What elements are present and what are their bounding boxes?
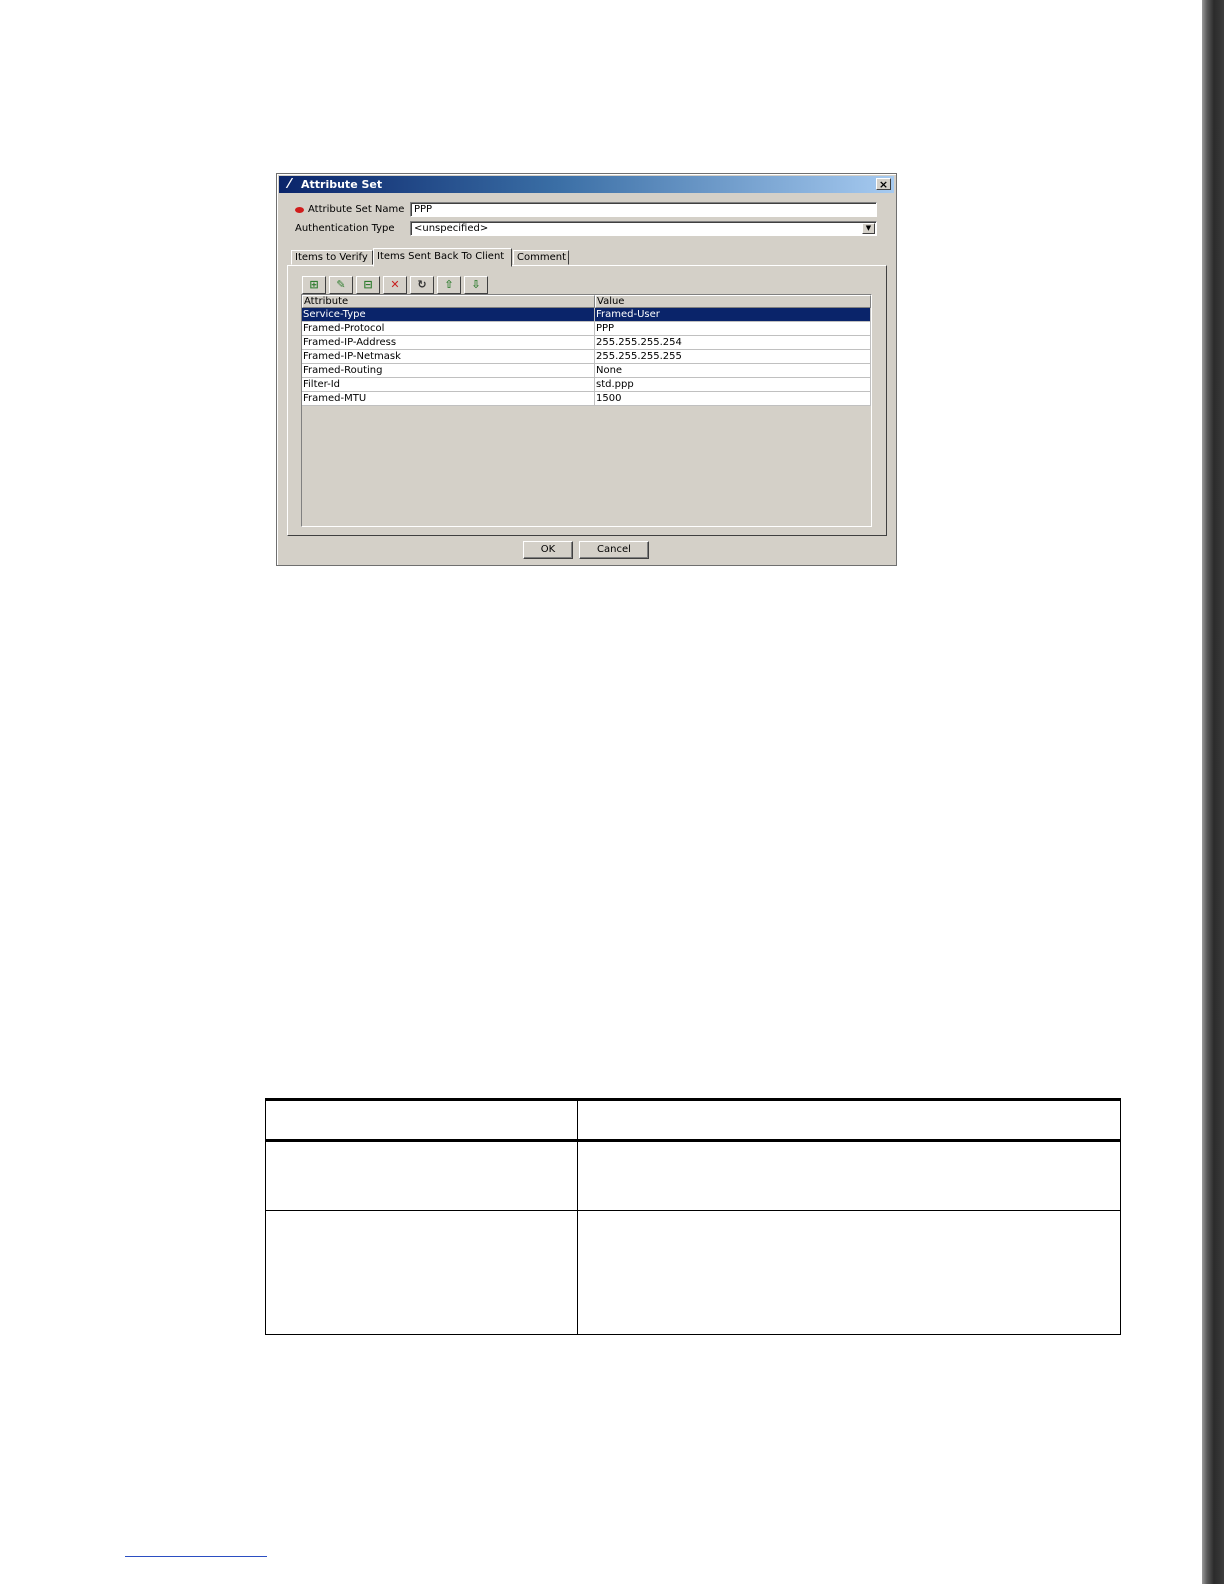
table-row[interactable] — [302, 350, 871, 364]
attribute-cell: Framed-MTU — [302, 392, 595, 406]
column-header-attribute[interactable]: Attribute — [302, 295, 595, 308]
attribute-cell: Framed-Protocol — [302, 322, 595, 336]
value-cell: 255.255.255.254 — [595, 336, 871, 350]
footnote-rule — [125, 1556, 267, 1557]
table-top-rule — [265, 1098, 1121, 1101]
attribute-set-dialog — [276, 173, 897, 566]
remove-icon: ⊟ — [363, 278, 373, 291]
value-cell: std.ppp — [595, 378, 871, 392]
table-row[interactable] — [302, 364, 871, 378]
ok-button[interactable]: OK — [523, 541, 573, 559]
attribute-cell: Framed-Routing — [302, 364, 595, 378]
move-down-icon: ⇩ — [471, 278, 481, 291]
value-cell: 255.255.255.255 — [595, 350, 871, 364]
table-header-rule — [265, 1139, 1121, 1142]
attribute-cell: Framed-IP-Address — [302, 336, 595, 350]
attribute-cell: Filter-Id — [302, 378, 595, 392]
app-logo-icon: ⁄ — [288, 177, 291, 192]
dialog-titlebar[interactable] — [279, 176, 894, 193]
edit-icon: ✎ — [336, 278, 346, 291]
table-row[interactable] — [302, 392, 871, 406]
close-button[interactable] — [876, 178, 891, 190]
authentication-type-value: <unspecified> — [414, 223, 489, 234]
document-table — [265, 1098, 1121, 1335]
value-cell: Framed-User — [595, 308, 871, 322]
authentication-type-label: Authentication Type — [295, 223, 395, 234]
attribute-set-name-field[interactable]: PPP — [410, 202, 877, 217]
delete-button[interactable] — [383, 276, 407, 294]
table-row-divider — [265, 1210, 1121, 1211]
tab-items-sent-back-to-client[interactable]: Items Sent Back To Client — [373, 248, 512, 267]
move-down-button[interactable] — [464, 276, 488, 294]
edit-button[interactable] — [329, 276, 353, 294]
value-cell: None — [595, 364, 871, 378]
tab-items-to-verify[interactable]: Items to Verify — [291, 250, 373, 265]
attribute-set-name-label: Attribute Set Name — [308, 204, 405, 215]
tab-comment[interactable]: Comment — [513, 250, 569, 265]
chevron-down-icon[interactable]: ▼ — [862, 223, 875, 234]
move-up-icon: ⇧ — [444, 278, 454, 291]
table-header — [302, 295, 871, 308]
table-row[interactable] — [302, 308, 871, 322]
attribute-cell: Framed-IP-Netmask — [302, 350, 595, 364]
table-bottom-rule — [265, 1334, 1121, 1335]
table-row[interactable] — [302, 322, 871, 336]
cancel-button[interactable]: Cancel — [579, 541, 649, 559]
attribute-table — [301, 294, 872, 527]
add-button[interactable] — [302, 276, 326, 294]
remove-button[interactable] — [356, 276, 380, 294]
table-row[interactable] — [302, 378, 871, 392]
page-edge-bar — [1202, 0, 1224, 1584]
close-icon: × — [878, 178, 889, 191]
move-up-button[interactable] — [437, 276, 461, 294]
dialog-title: Attribute Set — [301, 178, 383, 191]
table-column-divider — [577, 1098, 578, 1335]
authentication-type-select[interactable] — [410, 221, 877, 236]
column-header-value[interactable]: Value — [595, 295, 871, 308]
delete-icon: ✕ — [390, 278, 400, 291]
required-marker-icon — [295, 207, 304, 213]
add-icon: ⊞ — [309, 278, 319, 291]
table-left-border — [265, 1098, 266, 1335]
table-row[interactable] — [302, 336, 871, 350]
refresh-icon: ↻ — [417, 278, 427, 291]
value-cell: PPP — [595, 322, 871, 336]
refresh-button[interactable] — [410, 276, 434, 294]
attribute-cell: Service-Type — [302, 308, 595, 322]
table-right-border — [1120, 1098, 1121, 1335]
value-cell: 1500 — [595, 392, 871, 406]
